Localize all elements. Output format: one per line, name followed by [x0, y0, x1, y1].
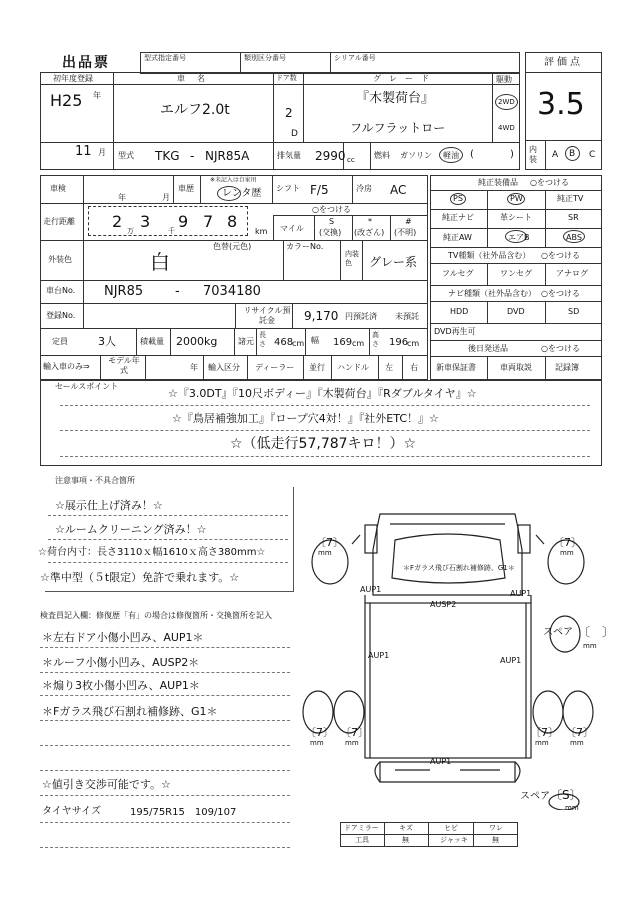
- chassis-number: 7034180: [203, 284, 261, 299]
- note-line-2: ☆ルームクリーニング済み！☆: [55, 523, 207, 536]
- spare-depth-1: 〔 〕: [578, 625, 615, 639]
- load: 2000kg: [176, 335, 218, 348]
- sales-point-2: ☆『鳥居補強加工』『ロープ穴4対！』『社外ETC！』☆: [172, 412, 439, 425]
- registration-year: H25: [50, 91, 83, 110]
- sales-point-3: ☆（低走行57,787キロ！）☆: [230, 436, 417, 452]
- handle-left: 左: [385, 363, 393, 372]
- load-label: 積載量: [140, 337, 164, 346]
- displacement: 2990: [315, 149, 346, 163]
- aup1-label-2: AUP1: [510, 589, 532, 598]
- recycle-status: 未預託: [395, 312, 419, 321]
- color-label: 外装色: [48, 255, 72, 264]
- mileage-digit-2: 3: [140, 212, 151, 231]
- grade-line1: 『木製荷台』: [356, 91, 435, 106]
- tv-oneseg: ワンセグ: [500, 269, 532, 278]
- registration-month: 11: [75, 144, 92, 159]
- handle-label: ハンドル: [337, 363, 369, 372]
- model-label: 型式: [118, 151, 134, 160]
- drive-label: 駆動: [496, 75, 512, 84]
- glass-note: ＊Fガラス飛び石割れ補修跡、G1＊: [403, 564, 515, 572]
- tire-depth-rl1: 〔7〕: [305, 726, 334, 739]
- history-label: 車歴: [178, 184, 194, 193]
- equip-abs: ABS: [566, 233, 582, 242]
- history-value: レンタ歴: [222, 188, 262, 199]
- navi-type-label: ナビ種類（社外品含む）: [448, 289, 536, 298]
- interior-b: B: [569, 149, 576, 159]
- grade-label: グレード: [373, 74, 437, 83]
- chassis-label: 車台No.: [46, 286, 76, 295]
- genuine-equipment-label: 純正装備品: [478, 178, 518, 187]
- height: 196: [389, 337, 409, 348]
- handle-right: 右: [410, 363, 418, 372]
- equip-tv: 純正TV: [557, 194, 584, 203]
- capacity: 3人: [98, 335, 116, 348]
- recycle-label: リサイクル預託金: [243, 306, 291, 325]
- mileage-digit-5: 8: [227, 212, 238, 231]
- spare-label-1: スペア: [543, 627, 573, 638]
- inspector-line-4: ＊Fガラス飛び石割れ補修跡、G1＊: [42, 705, 218, 718]
- windshield: [392, 534, 505, 583]
- tv-analog: アナログ: [556, 269, 588, 278]
- dvd-playback: DVD再生可: [434, 327, 476, 336]
- equip-pw: PW: [510, 194, 523, 203]
- equip-ps: PS: [453, 194, 463, 203]
- interior-a: A: [552, 150, 559, 160]
- exchange-option: (交換): [319, 228, 342, 237]
- interior-label: 内装: [529, 145, 537, 164]
- fuel-gasoline: ガソリン: [400, 151, 432, 160]
- form-title: 出品票: [62, 55, 110, 71]
- tire-size: 195/75R15 109/107: [130, 807, 237, 818]
- manual: 車両取説: [500, 363, 532, 372]
- inspector-line-2: ＊ルーフ小傷小凹み、AUSP2＊: [42, 656, 200, 669]
- doors-label: ドア数: [276, 74, 297, 82]
- serial-number-label: シリアル番号: [334, 54, 376, 62]
- dealer-option: ディーラー: [255, 363, 295, 372]
- mile-option: マイル: [280, 224, 304, 233]
- category-number-label: 類別区分番号: [244, 54, 286, 62]
- type-designation-label: 型式指定番号: [144, 54, 186, 62]
- first-registration-label: 初年度登録: [53, 74, 93, 83]
- tv-type-label: TV種類（社外品含む）: [448, 251, 531, 260]
- mileage-digit-1: 2: [112, 212, 123, 231]
- recycle-amount: 9,170: [304, 309, 339, 323]
- equip-aw: 純正AW: [443, 233, 472, 242]
- note-line-3: ☆荷台内寸：長さ3110ｘ幅1610ｘ高さ380mm☆: [38, 547, 266, 558]
- sales-points-label: セールスポイント: [55, 382, 119, 391]
- drive-2wd: 2WD: [498, 98, 515, 106]
- navi-dvd: DVD: [507, 307, 525, 316]
- interior-color: グレー系: [369, 255, 418, 269]
- mileage-digit-4: 7: [203, 212, 214, 231]
- shift-label: シフト: [276, 184, 300, 193]
- aup1-label-5: AUP1: [430, 757, 452, 766]
- drive-4wd: 4WD: [498, 124, 515, 132]
- inspector-line-1: ＊左右ドア小傷小凹み、AUP1＊: [42, 631, 204, 644]
- spare-depth-2: 〔S〕: [550, 788, 582, 802]
- notes-label: 注意事項・不具合箇所: [55, 476, 135, 485]
- car-name-label: 車名: [177, 74, 217, 83]
- later-shipment-label: 後日発送品: [468, 344, 508, 353]
- displacement-label: 排気量: [277, 151, 301, 160]
- shift-value: F/5: [310, 183, 329, 197]
- inspector-label: 検査員記入欄：修復歴「有」の場合は修復箇所・交換箇所を記入: [40, 611, 272, 620]
- model-prefix: TKG: [155, 149, 180, 163]
- mileage-label: 走行距離: [43, 217, 75, 226]
- equip-navi: 純正ナビ: [442, 213, 474, 222]
- fuel-diesel: 軽油: [443, 151, 459, 160]
- tire-depth-fr: 〔7〕: [553, 536, 582, 549]
- tamper-option: (改ざん): [354, 228, 385, 237]
- width: 169: [333, 337, 353, 348]
- color-number-label: カラーNo.: [286, 242, 324, 251]
- grade-line2: フルフラットロー: [350, 121, 446, 135]
- car-name: エルフ2.0t: [160, 102, 230, 118]
- score-value: 3.5: [537, 87, 585, 122]
- chassis-prefix: NJR85: [104, 284, 144, 299]
- unknown-option: (不明): [394, 228, 417, 237]
- equip-sr: SR: [568, 213, 579, 222]
- interior-c: C: [589, 150, 596, 160]
- exterior-color: 白: [150, 250, 170, 274]
- spare-label-2: スペア: [520, 791, 550, 802]
- inspector-line-3: ＊煽り3枚小傷小凹み、AUP1＊: [42, 679, 200, 692]
- note-line-1: ☆展示仕上げ済み！☆: [55, 499, 163, 512]
- doors: 2: [285, 106, 293, 120]
- tire-size-label: タイヤサイズ: [42, 806, 101, 817]
- registration-number-label: 登録No.: [46, 311, 76, 320]
- ac-value: AC: [390, 183, 407, 197]
- sales-point-1: ☆『3.0DT』『10尺ボディー』『木製荷台』『Rダブルタイヤ』☆: [168, 387, 477, 400]
- equip-airbag: エアB: [508, 233, 530, 242]
- note-line-4: ☆準中型（５t限定）免許で乗れます。☆: [40, 571, 240, 584]
- equip-leather: 革シート: [500, 213, 532, 222]
- dims-label: 諸元: [238, 337, 254, 346]
- navi-hdd: HDD: [450, 307, 469, 316]
- ausp2-label: AUSP2: [430, 600, 457, 609]
- import-car-label: 輸入車のみ⇒: [43, 362, 90, 371]
- length: 468: [274, 337, 294, 348]
- aup1-label-4: AUP1: [500, 656, 522, 665]
- tire-depth-rr1: 〔7〕: [530, 726, 559, 739]
- records: 記録簿: [555, 363, 579, 372]
- tire-depth-fl: 〔7〕: [315, 536, 344, 549]
- aup1-label-1: AUP1: [360, 585, 382, 594]
- import-type-label: 輸入区分: [208, 363, 240, 372]
- model-code: NJR85A: [205, 149, 250, 163]
- inspection-label: 車検: [50, 184, 66, 193]
- negotiation-note: ☆値引き交渉可能です。☆: [42, 778, 171, 791]
- mileage-digit-3: 9: [178, 212, 189, 231]
- tire-depth-rl2: 〔7〕: [340, 726, 369, 739]
- score-label: 評価点: [544, 57, 583, 68]
- cargo-bed: [365, 600, 531, 758]
- ac-label: 冷房: [356, 184, 372, 193]
- aup1-label-3: AUP1: [368, 651, 390, 660]
- parallel-option: 並行: [309, 363, 325, 372]
- capacity-label: 定員: [52, 337, 68, 346]
- fuel-label: 燃料: [374, 151, 390, 160]
- tire-depth-rr2: 〔7〕: [565, 726, 594, 739]
- navi-sd: SD: [568, 307, 580, 316]
- tv-fullseg: フルセグ: [442, 269, 474, 278]
- warranty: 新車保証書: [436, 363, 476, 372]
